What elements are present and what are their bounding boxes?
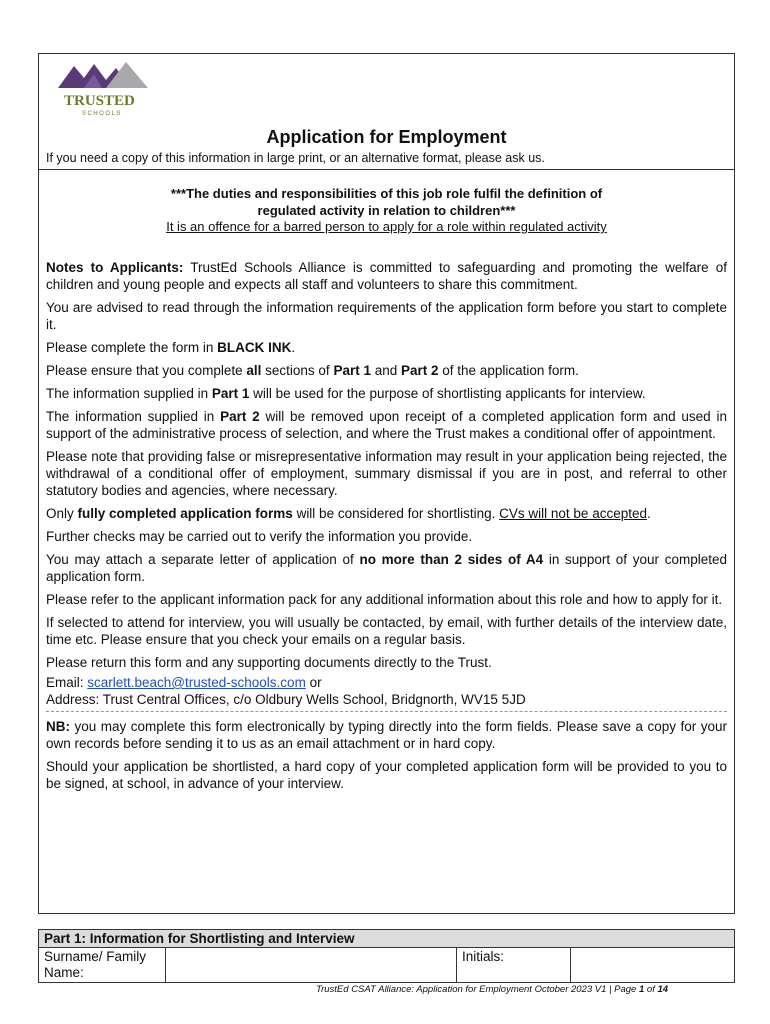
page-title: Application for Employment <box>266 127 507 147</box>
notes-paragraph: You are advised to read through the information requirements of the application form before you start to complete it. <box>46 300 727 332</box>
mountains-icon <box>50 58 165 118</box>
notes-paragraph: Please refer to the applicant information pack for any additional information about this role and how to apply for it. <box>46 592 723 607</box>
notes-paragraph: If selected to attend for interview, you will usually be contacted, by email, with further details of the interview date, time etc. Please ensure that you check your emails on a regular basis. <box>46 615 727 647</box>
part1-table <box>38 929 735 983</box>
divider <box>46 711 727 712</box>
notice-line-1: ***The duties and responsibilities of this job role fulfil the definition of <box>170 186 603 201</box>
page-subtitle: If you need a copy of this information in large print, or an alternative format, please ask us. <box>46 151 545 165</box>
notes-paragraph: Further checks may be carried out to verify the information you provide. <box>46 529 473 544</box>
notes-paragraph: Only fully completed application forms will be considered for shortlisting. CVs will not be accepted. <box>46 506 651 521</box>
notes-paragraph: Please return this form and any supporting documents directly to the Trust. <box>46 655 492 670</box>
notice-line-2: regulated activity in relation to children*** <box>257 202 516 218</box>
regulated-activity-notice <box>38 186 735 236</box>
trusted-logo <box>50 58 165 118</box>
logo-subtext: SCHOOLS <box>82 111 122 117</box>
nb-paragraph: NB: you may complete this form electronically by typing directly into the form fields. Please save a copy for your own records before sending it to us as an email attachment or in hard copy. <box>46 719 727 751</box>
notes-paragraph: Should your application be shortlisted, a hard copy of your completed application form will be provided to you to be signed, at school, in advance of your interview. <box>46 759 727 791</box>
notice-line-3: It is an offence for a barred person to apply for a role within regulated activity <box>166 219 607 234</box>
notes-paragraph: The information supplied in Part 1 will be used for the purpose of shortlisting applicants for interview. <box>46 386 646 401</box>
email-line: Email: scarlett.beach@trusted-schools.com or <box>46 675 322 690</box>
notes-to-applicants <box>46 259 727 798</box>
initials-label: Initials: <box>457 948 571 983</box>
notes-paragraph: Please note that providing false or misrepresentative information may result in your application being rejected, the withdrawal of a conditional offer of employment, summary dismissal if you are in post, and referral to other statutory bodies and agencies, where necessary. <box>46 449 727 498</box>
notes-paragraph: The information supplied in Part 2 will be removed upon receipt of a completed application form and used in support of the administrative process of selection, and where the Trust makes a conditional offer of appointment. <box>46 409 727 441</box>
notes-paragraph: Please complete the form in BLACK INK. <box>46 340 296 355</box>
notes-paragraph: Please ensure that you complete all sections of Part 1 and Part 2 of the application form. <box>46 363 579 378</box>
notes-paragraph: Notes to Applicants: TrustEd Schools Alliance is committed to safeguarding and promoting the welfare of children and young people and expects all staff and volunteers to share this commitment. <box>46 260 727 292</box>
email-link[interactable]: scarlett.beach@trusted-schools.com <box>87 675 306 690</box>
address-line: Address: Trust Central Offices, c/o Oldbury Wells School, Bridgnorth, WV15 5JD <box>46 692 526 707</box>
logo-text: TRUSTED <box>64 93 135 109</box>
part1-heading: Part 1: Information for Shortlisting and Interview <box>39 930 735 948</box>
surname-field[interactable] <box>166 948 457 983</box>
initials-field[interactable] <box>571 948 735 983</box>
surname-label: Surname/ Family Name: <box>39 948 166 983</box>
notes-paragraph: You may attach a separate letter of application of no more than 2 sides of A4 in support of your completed application form. <box>46 552 727 584</box>
page-footer: TrustEd CSAT Alliance: Application for Employment October 2023 V1 | Page 1 of 14 <box>316 984 669 995</box>
